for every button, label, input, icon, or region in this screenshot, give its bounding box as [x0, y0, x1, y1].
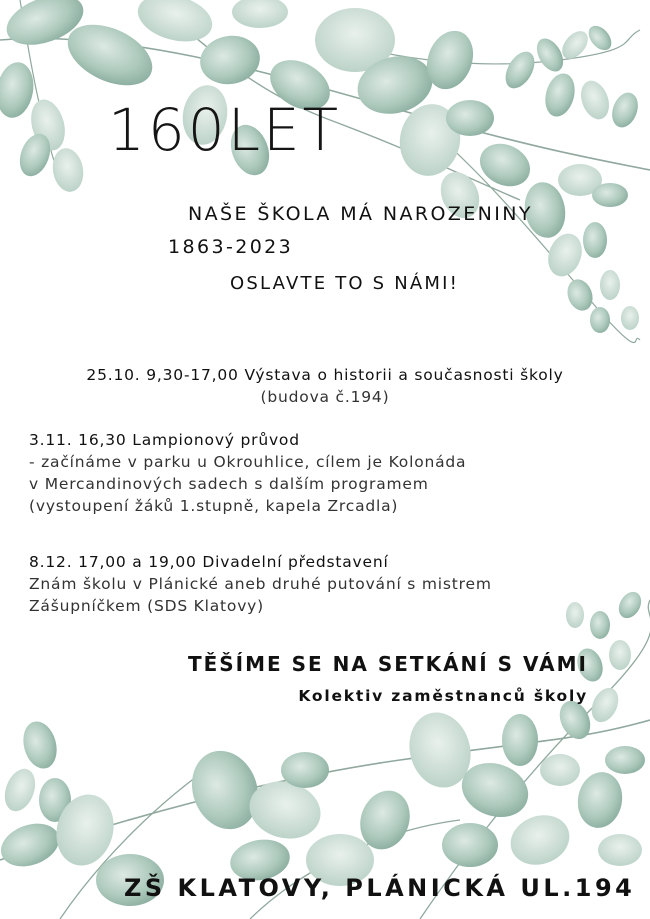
years-range: 1863-2023: [168, 236, 294, 258]
event-2-line-4: (vystoupení žáků 1.stupně, kapela Zrcadla): [29, 497, 399, 515]
event-3-line-2: Znám školu v Plánické aneb druhé putování s mistrem: [29, 575, 492, 593]
event-1-line-2: (budova č.194): [260, 388, 390, 406]
event-2: [29, 429, 466, 517]
event-2-line-2: - začínáme v parku u Okrouhlice, cílem je Kolonáda: [29, 453, 467, 471]
event-3-line-1: 8.12. 17,00 a 19,00 Divadelní představení: [29, 553, 389, 571]
tagline: OSLAVTE TO S NÁMI!: [230, 273, 460, 294]
team-signature: Kolektiv zaměstnanců školy: [298, 687, 588, 705]
event-3: [29, 551, 492, 617]
closing-message: TĚŠÍME SE NA SETKÁNÍ S VÁMI: [187, 652, 588, 676]
bottom-foliage: [0, 588, 650, 919]
event-3-line-3: Zášupníčkem (SDS Klatovy): [29, 597, 265, 615]
poster-subtitle: NAŠE ŠKOLA MÁ NAROZENINY: [188, 203, 533, 225]
anniversary-title: 160LET: [108, 96, 342, 164]
event-2-line-3: v Mercandinových sadech s dalším programem: [29, 475, 429, 493]
event-2-line-1: 3.11. 16,30 Lampionový průvod: [29, 431, 300, 449]
school-address: ZŠ KLATOVY, PLÁNICKÁ UL.194: [124, 874, 636, 902]
event-1-line-1: 25.10. 9,30-17,00 Výstava o historii a současnosti školy: [86, 366, 564, 384]
event-1: [30, 364, 620, 408]
